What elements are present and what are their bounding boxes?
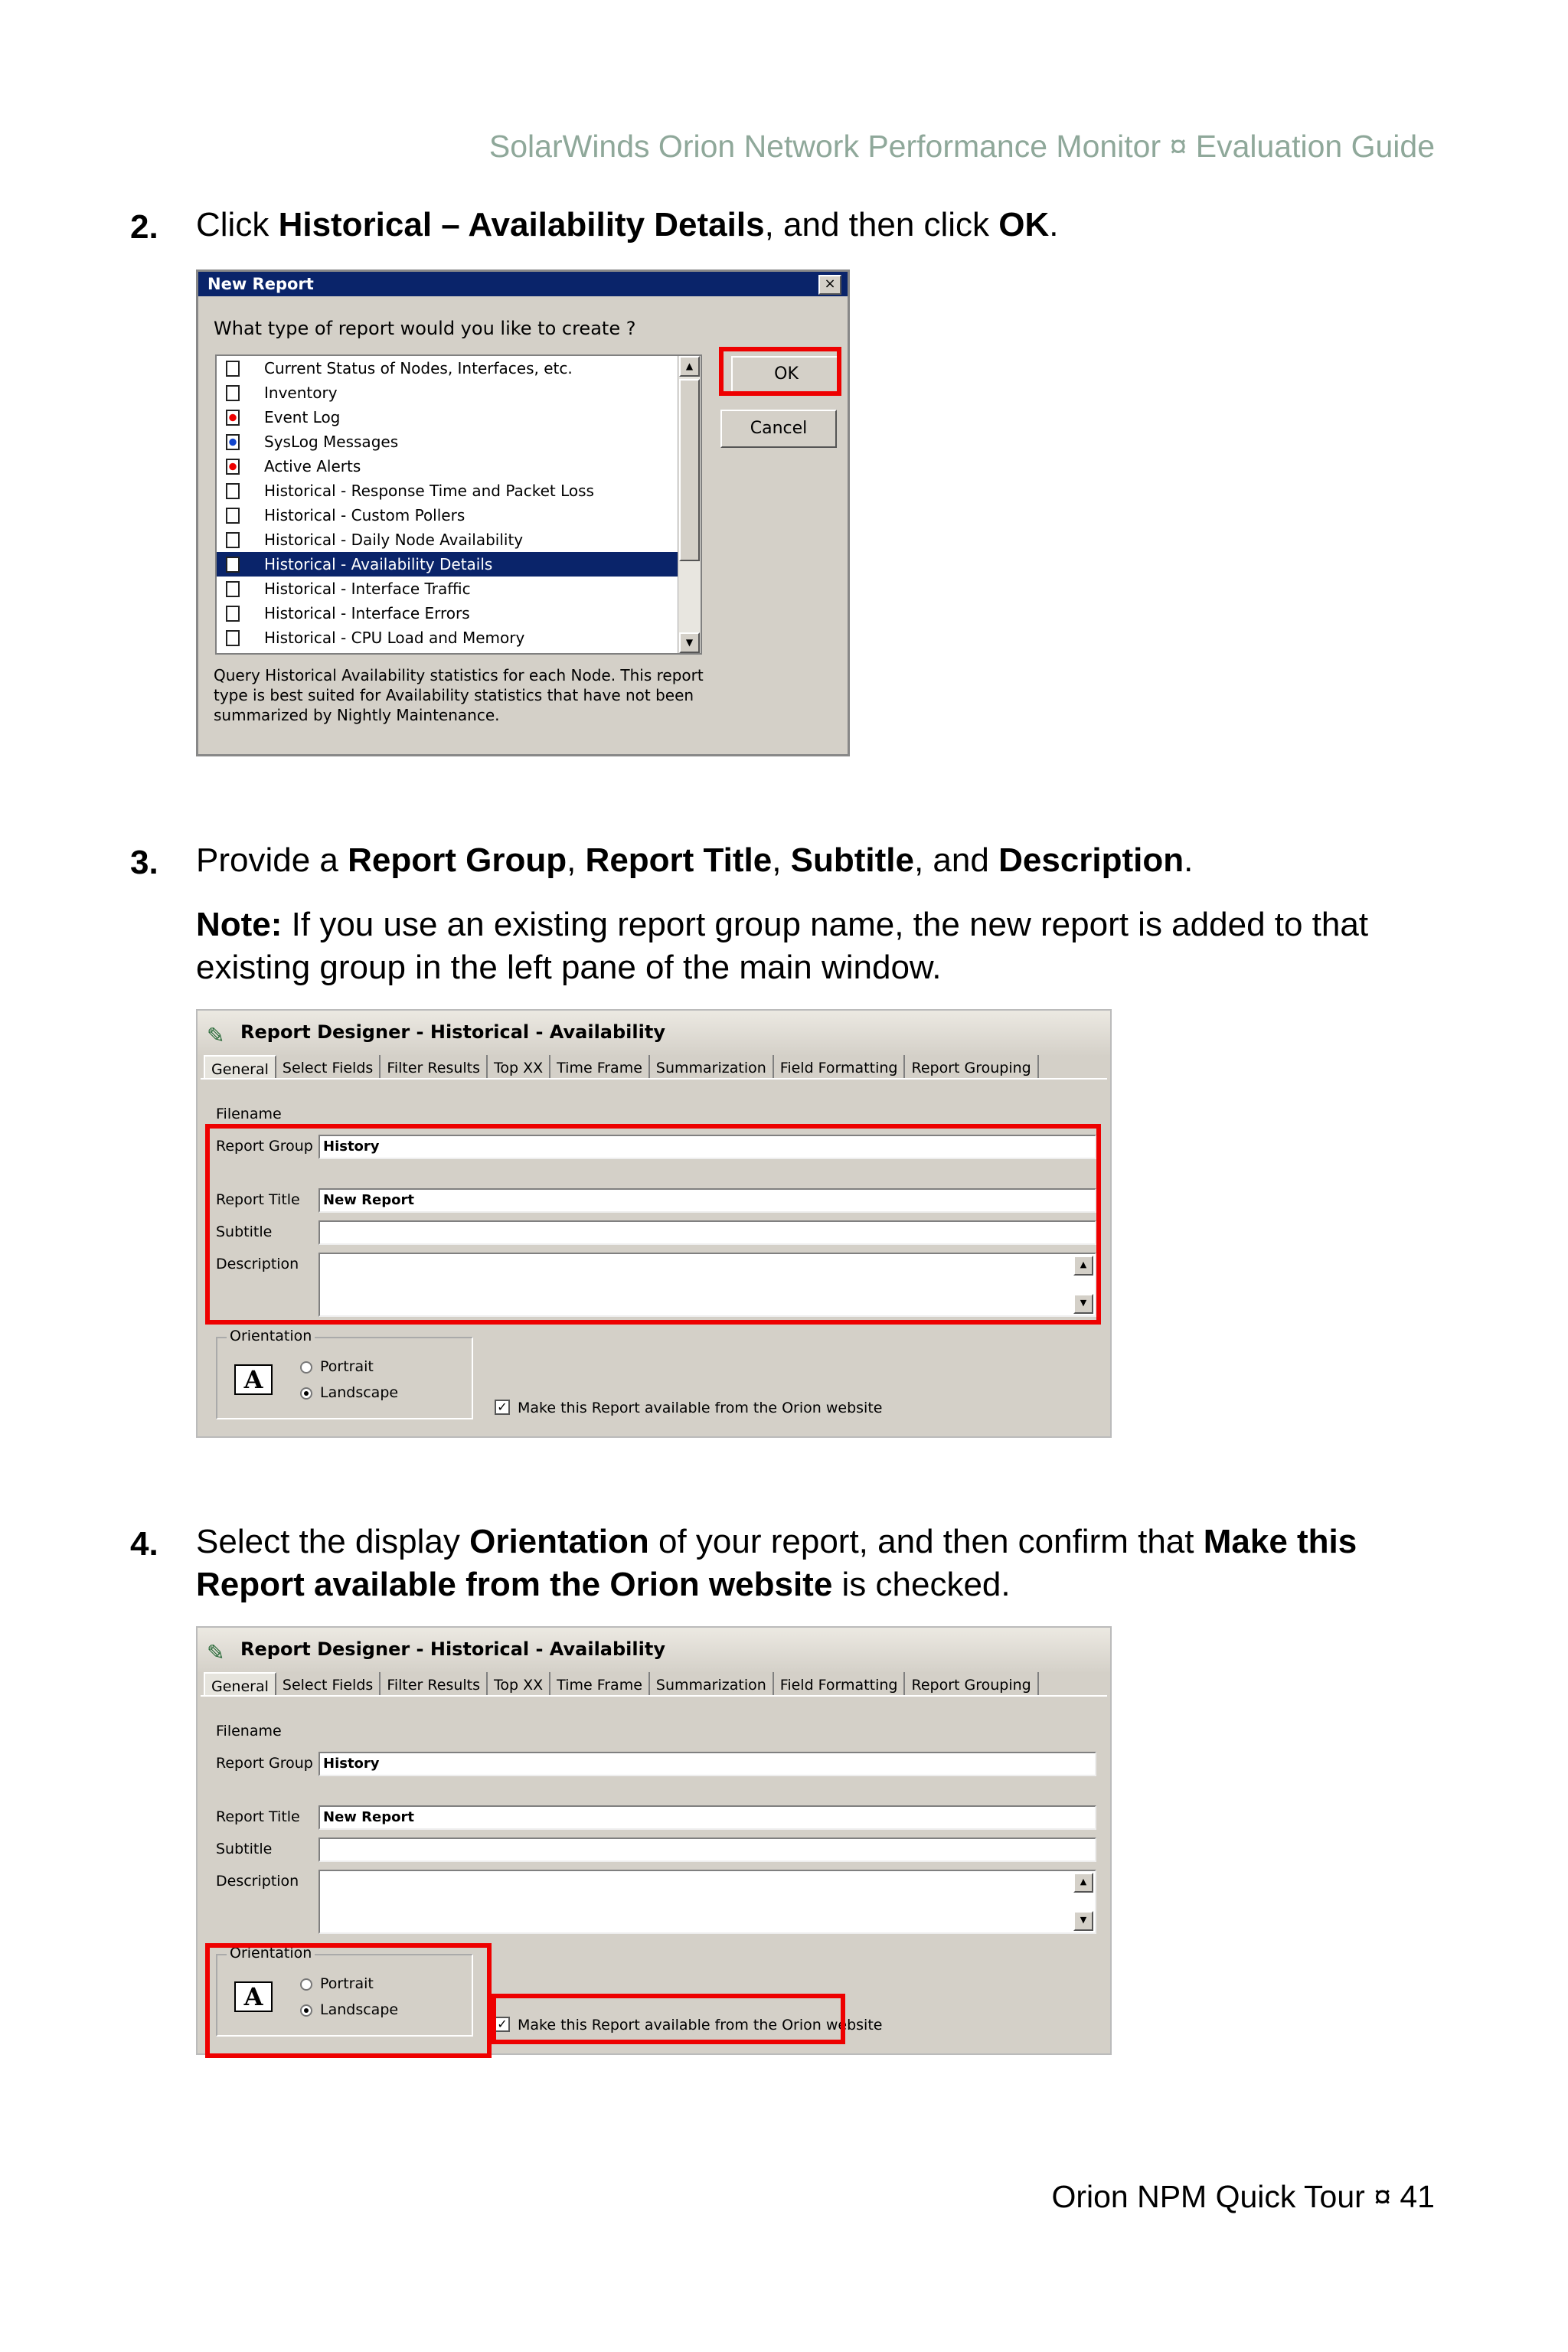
- text: , and then click: [764, 206, 999, 243]
- list-item-label: Historical - CPU Load and Memory: [264, 629, 525, 647]
- list-item-label: Historical - Daily Node Availability: [264, 531, 524, 549]
- dialog-title: New Report: [198, 272, 848, 296]
- list-item[interactable]: [217, 601, 701, 626]
- report-type-icon: [226, 630, 240, 646]
- portrait-label[interactable]: Portrait: [320, 1358, 374, 1375]
- bold-text: OK: [998, 206, 1050, 243]
- list-item[interactable]: [217, 503, 701, 528]
- report-group-label: Report Group: [216, 1755, 313, 1772]
- text: is checked.: [832, 1566, 1011, 1603]
- text: of your report, and then confirm that: [648, 1523, 1204, 1560]
- report-type-icon: [226, 410, 240, 426]
- highlight-box: [205, 1124, 1101, 1325]
- list-item-label: Current Status of Nodes, Interfaces, etc.: [264, 359, 573, 377]
- text: ,: [772, 841, 791, 879]
- list-item-label: Historical - Interface Traffic: [264, 580, 471, 598]
- landscape-label[interactable]: Landscape: [320, 2001, 399, 2018]
- report-title-input[interactable]: New Report: [318, 1188, 1096, 1213]
- bold-text: Historical – Availability Details: [278, 206, 765, 243]
- report-group-label: Report Group: [216, 1138, 313, 1155]
- bold-text: Orientation: [469, 1523, 649, 1560]
- highlight-box: [492, 1994, 845, 2044]
- report-designer-window: [196, 1626, 1112, 2055]
- page-footer: Orion NPM Quick Tour ¤ 41: [1051, 2179, 1435, 2214]
- report-group-input[interactable]: History: [318, 1752, 1096, 1776]
- list-item[interactable]: [217, 381, 701, 405]
- description-label: Description: [216, 1873, 299, 1890]
- highlight-box: [719, 347, 841, 396]
- ok-button[interactable]: OK: [731, 356, 841, 393]
- tab-filter-results[interactable]: Filter Results: [381, 1055, 488, 1078]
- tab-select-fields[interactable]: Select Fields: [276, 1055, 381, 1078]
- text: If you use an existing report group name, the new report is added to that existing group in the left pane of the main window.: [196, 906, 1369, 986]
- filename-label: Filename: [216, 1106, 282, 1122]
- list-item-label: Event Log: [264, 408, 341, 426]
- tab-bar: [204, 1672, 1039, 1695]
- dialog-question: What type of report would you like to create ?: [214, 318, 636, 339]
- scrollbar[interactable]: [678, 356, 701, 653]
- tab-top-xx[interactable]: Top XX: [488, 1672, 550, 1695]
- report-type-list[interactable]: [215, 354, 702, 655]
- list-item[interactable]: [217, 577, 701, 601]
- report-type-icon: [226, 606, 240, 622]
- tab-field-formatting[interactable]: Field Formatting: [774, 1055, 906, 1078]
- filename-label: Filename: [216, 1723, 282, 1740]
- list-item-label: Historical - Response Time and Packet Loss: [264, 482, 594, 500]
- list-item[interactable]: [217, 454, 701, 479]
- step-3-text: [196, 839, 1452, 882]
- report-description: Query Historical Availability statistics for each Node. This report type is best suited for Availability statistics that have not been summarized by Nightly Maintenance.: [214, 666, 704, 724]
- step-4-text: [196, 1521, 1452, 1606]
- report-type-icon: [226, 385, 240, 401]
- tab-report-grouping[interactable]: Report Grouping: [905, 1055, 1038, 1078]
- list-item[interactable]: [217, 626, 701, 650]
- report-title-label: Report Title: [216, 1808, 300, 1825]
- website-checkbox-label[interactable]: Make this Report available from the Orion website: [518, 2017, 883, 2034]
- website-checkbox[interactable]: ✓: [495, 1400, 510, 1415]
- tab-time-frame[interactable]: Time Frame: [550, 1055, 650, 1078]
- step-number: 3.: [130, 844, 158, 881]
- tab-field-formatting[interactable]: Field Formatting: [774, 1672, 906, 1695]
- description-textarea[interactable]: [318, 1870, 1096, 1934]
- note-label: Note:: [196, 906, 283, 943]
- portrait-label[interactable]: Portrait: [320, 1975, 374, 1992]
- list-item-label: Historical - Availability Details: [264, 555, 493, 573]
- website-checkbox[interactable]: ✓: [495, 2017, 510, 2032]
- bold-text: Make this Report available from the Orion website: [196, 1523, 1357, 1603]
- report-type-icon: [226, 459, 240, 475]
- tab-bar: [204, 1055, 1039, 1078]
- text: , and: [913, 841, 999, 879]
- window-title: Report Designer - Historical - Availability: [198, 1011, 1110, 1057]
- close-icon[interactable]: ×: [818, 275, 841, 295]
- report-group-input[interactable]: History: [318, 1135, 1096, 1159]
- page-header: SolarWinds Orion Network Performance Monitor ¤ Evaluation Guide: [488, 129, 1435, 164]
- list-item[interactable]: [217, 479, 701, 503]
- text: .: [1184, 841, 1194, 879]
- window-title: Report Designer - Historical - Availability: [198, 1628, 1110, 1674]
- step-number: 4.: [130, 1525, 158, 1563]
- subtitle-label: Subtitle: [216, 1841, 273, 1857]
- list-item[interactable]: [217, 528, 701, 552]
- report-title-input[interactable]: New Report: [318, 1805, 1096, 1830]
- list-item-label: Historical - Custom Pollers: [264, 506, 466, 524]
- subtitle-label: Subtitle: [216, 1223, 273, 1240]
- subtitle-input[interactable]: [318, 1838, 1096, 1862]
- report-designer-icon: ✎: [207, 1023, 225, 1048]
- text: Click: [196, 206, 279, 243]
- bold-text: Report Title: [585, 841, 773, 879]
- scroll-down-icon[interactable]: ▼: [679, 632, 700, 653]
- landscape-radio[interactable]: [300, 1387, 312, 1400]
- text: Provide a: [196, 841, 348, 879]
- orientation-label: Orientation: [227, 1945, 315, 1962]
- text: ,: [567, 841, 586, 879]
- tab-select-fields[interactable]: Select Fields: [276, 1672, 381, 1695]
- report-type-icon: [226, 557, 240, 573]
- report-designer-icon: ✎: [207, 1640, 225, 1665]
- scroll-down-icon[interactable]: ▼: [1073, 1911, 1093, 1931]
- scroll-up-icon[interactable]: ▲: [1073, 1873, 1093, 1893]
- tab-time-frame[interactable]: Time Frame: [550, 1672, 650, 1695]
- report-title-label: Report Title: [216, 1191, 300, 1208]
- list-item[interactable]: [217, 552, 701, 577]
- orientation-icon: A: [234, 1981, 273, 2012]
- scroll-down-icon[interactable]: ▼: [1073, 1294, 1093, 1314]
- list-item-label: Inventory: [264, 384, 338, 402]
- scroll-up-icon[interactable]: ▲: [679, 356, 700, 377]
- list-item-label: Active Alerts: [264, 457, 361, 475]
- tab-report-grouping[interactable]: Report Grouping: [905, 1672, 1038, 1695]
- report-type-icon: [226, 483, 240, 499]
- bold-text: Subtitle: [790, 841, 914, 879]
- list-item[interactable]: [217, 356, 701, 381]
- website-checkbox-label[interactable]: Make this Report available from the Orion website: [518, 1400, 883, 1416]
- highlight-box: [205, 1943, 492, 2058]
- list-item-label: Historical - Interface Errors: [264, 604, 470, 622]
- scroll-up-icon[interactable]: ▲: [1073, 1256, 1093, 1276]
- report-type-icon: [226, 434, 240, 450]
- bold-text: Report Group: [348, 841, 567, 879]
- step-number: 2.: [130, 208, 158, 246]
- report-designer-window: [196, 1009, 1112, 1438]
- cancel-button[interactable]: Cancel: [720, 410, 837, 448]
- step-2-text: [196, 204, 1452, 247]
- report-type-icon: [226, 361, 240, 377]
- list-item[interactable]: [217, 430, 701, 454]
- tab-general[interactable]: General: [204, 1055, 276, 1078]
- landscape-label[interactable]: Landscape: [320, 1384, 399, 1401]
- description-label: Description: [216, 1256, 299, 1272]
- text: Select the display: [196, 1523, 470, 1560]
- tab-summarization[interactable]: Summarization: [650, 1055, 774, 1078]
- orientation-label: Orientation: [227, 1328, 315, 1344]
- orientation-icon: A: [234, 1364, 273, 1395]
- tab-general[interactable]: General: [204, 1672, 276, 1695]
- note-text: [196, 903, 1436, 989]
- tab-summarization[interactable]: Summarization: [650, 1672, 774, 1695]
- bold-text: Description: [998, 841, 1184, 879]
- list-item-label: SysLog Messages: [264, 433, 399, 451]
- list-item[interactable]: [217, 405, 701, 430]
- report-type-icon: [226, 508, 240, 524]
- orientation-group: [216, 1328, 473, 1419]
- scroll-thumb[interactable]: [679, 379, 700, 561]
- report-type-icon: [226, 581, 240, 597]
- tab-top-xx[interactable]: Top XX: [488, 1055, 550, 1078]
- new-report-dialog: [196, 270, 850, 756]
- tab-filter-results[interactable]: Filter Results: [381, 1672, 488, 1695]
- report-type-icon: [226, 532, 240, 548]
- text: .: [1049, 206, 1059, 243]
- portrait-radio[interactable]: [300, 1361, 312, 1374]
